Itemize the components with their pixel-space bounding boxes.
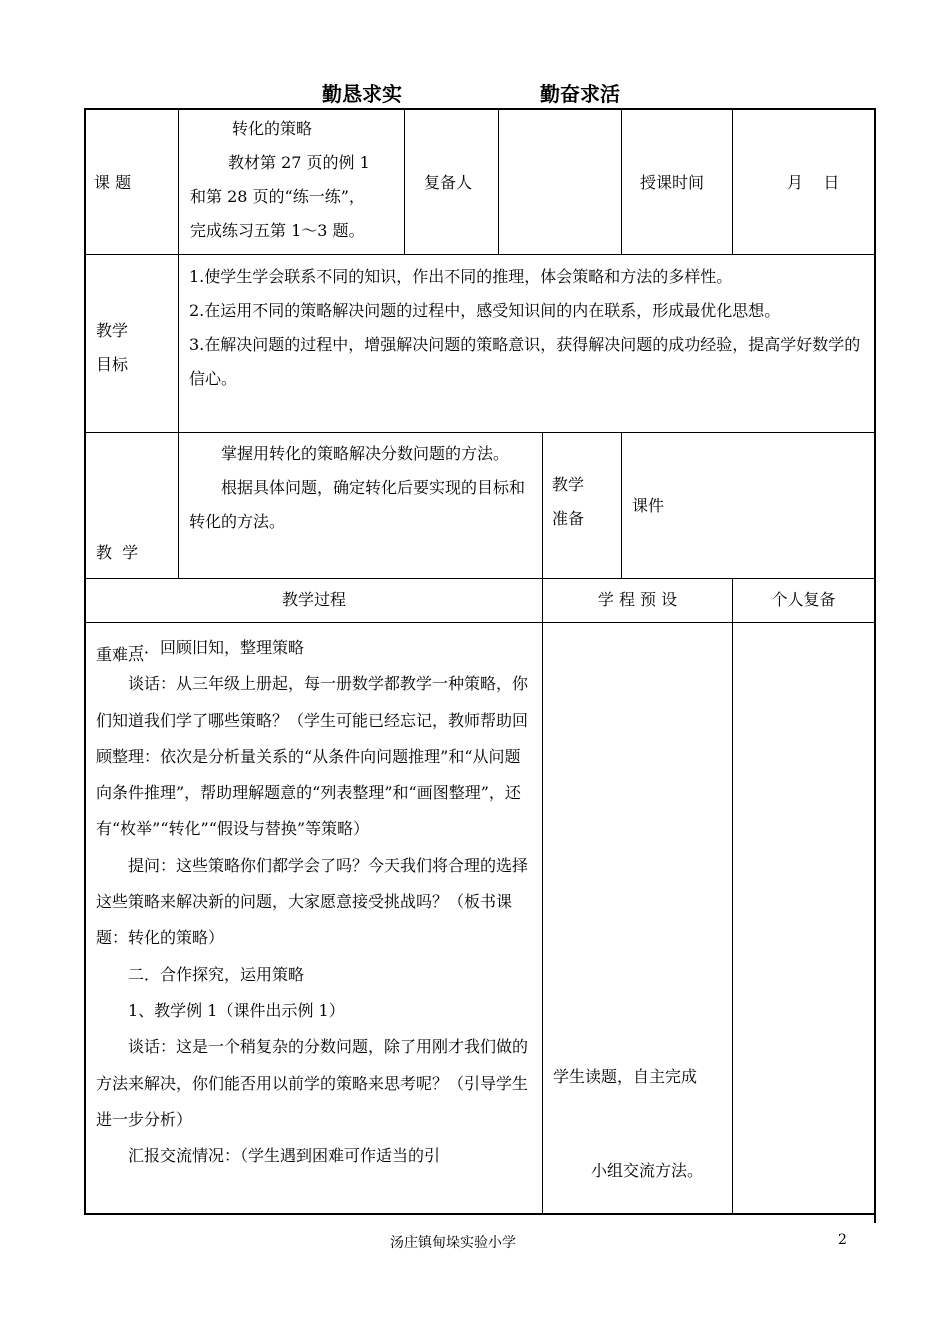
process-paragraph: 谈话：从三年级上册起，每一册数学都教学一种策略，你们知道我们学了哪些策略？（学生可能已经忘记，教师帮助回顾整理：依次是分析量关系的“从条件向问题推理”和“从问题向条件推理”，帮助理解题意的“列表整理”和“画图整理”，还有“枚举”“转化”“假设与替换”等策略） bbox=[96, 674, 529, 839]
process-paragraph: 一．回顾旧知，整理策略 bbox=[128, 638, 305, 657]
motto-right: 勤奋求活 bbox=[540, 82, 620, 106]
footer-school: 汤庄镇甸垛实验小学 bbox=[390, 1235, 516, 1251]
keypoints-label-line: 教 学 bbox=[96, 543, 139, 562]
topic-line: 教材第 27 页的例 1 bbox=[228, 153, 370, 172]
topic-title: 转化的策略 bbox=[232, 119, 313, 138]
process-paragraph: 二．合作探究，运用策略 bbox=[128, 964, 305, 984]
table-rule bbox=[621, 108, 622, 254]
table-border-top bbox=[84, 108, 876, 110]
topic-label: 课 题 bbox=[94, 173, 132, 192]
keypoints-label-line: 重难点 bbox=[96, 645, 145, 664]
process-paragraph: 1、教学例 1（课件出示例 1） bbox=[128, 1000, 345, 1020]
table-rule bbox=[732, 578, 733, 1213]
table-border-right bbox=[874, 108, 876, 1223]
column-header-personal: 个人复备 bbox=[771, 590, 836, 609]
prep-label bbox=[552, 468, 618, 536]
time-label: 授课时间 bbox=[640, 173, 705, 192]
table-rule bbox=[542, 432, 543, 1213]
objectives-label bbox=[96, 314, 172, 382]
table-rule bbox=[84, 432, 876, 433]
objective-item: 1.使学生学会联系不同的知识，作出不同的推理，体会策略和方法的多样性。 bbox=[189, 267, 733, 286]
reviewer-label: 复备人 bbox=[424, 173, 473, 192]
table-rule bbox=[621, 432, 622, 578]
process-paragraph: 谈话：这是一个稍复杂的分数问题，除了用刚才我们做的方法来解决，你们能否用以前学的策略来思考呢？（引导学生进一步分析） bbox=[96, 1037, 529, 1129]
objective-item: 2.在运用不同的策略解决问题的过程中，感受知识间的内在联系，形成最优化思想。 bbox=[189, 301, 781, 320]
preset-line: 学生读题，自主完成 bbox=[553, 1067, 698, 1086]
topic-cell bbox=[190, 112, 402, 248]
preset-line: 小组交流方法。 bbox=[591, 1161, 704, 1180]
prep-value: 课件 bbox=[632, 496, 665, 515]
column-header-preset: 学 程 预 设 bbox=[597, 590, 678, 609]
table-border-left bbox=[84, 108, 86, 1215]
table-rule bbox=[732, 108, 733, 254]
page-header bbox=[0, 78, 950, 108]
keypoint-paragraph: 根据具体问题，确定转化后要实现的目标和转化的方法。 bbox=[189, 478, 526, 531]
objectives-label-line: 教学 bbox=[96, 321, 129, 340]
process-paragraph: 提问：这些策略你们都学会了吗？今天我们将合理的选择这些策略来解决新的问题，大家愿意接受挑战吗？（板书课题：转化的策略） bbox=[96, 855, 529, 948]
table-rule bbox=[84, 254, 876, 255]
keypoints-content bbox=[189, 437, 537, 539]
topic-line: 和第 28 页的“练一练”， bbox=[190, 187, 365, 206]
table-rule bbox=[498, 108, 499, 254]
objective-item: 3.在解决问题的过程中，增强解决问题的策略意识，获得解决问题的成功经验，提高学好数学的信心。 bbox=[189, 335, 861, 388]
time-value: 月 日 bbox=[787, 173, 840, 192]
keypoint-paragraph: 掌握用转化的策略解决分数问题的方法。 bbox=[221, 444, 510, 463]
column-header-process: 教学过程 bbox=[281, 590, 346, 609]
prep-label-line: 教学 bbox=[552, 475, 585, 494]
table-rule bbox=[84, 622, 876, 623]
page-number: 2 bbox=[838, 1232, 847, 1248]
process-paragraph: 汇报交流情况：（学生遇到困难可作适当的引 bbox=[128, 1146, 441, 1166]
table-border-bottom bbox=[84, 1213, 876, 1215]
motto-left: 勤恳求实 bbox=[322, 82, 402, 106]
prep-label-line: 准备 bbox=[552, 509, 585, 528]
table-rule bbox=[404, 108, 405, 254]
table-rule bbox=[178, 108, 179, 578]
topic-line: 完成练习五第 1～3 题。 bbox=[190, 221, 365, 240]
objectives-label-line: 目标 bbox=[96, 355, 129, 374]
objectives-list bbox=[189, 260, 869, 396]
process-content bbox=[96, 630, 536, 1174]
table-rule bbox=[84, 578, 876, 579]
